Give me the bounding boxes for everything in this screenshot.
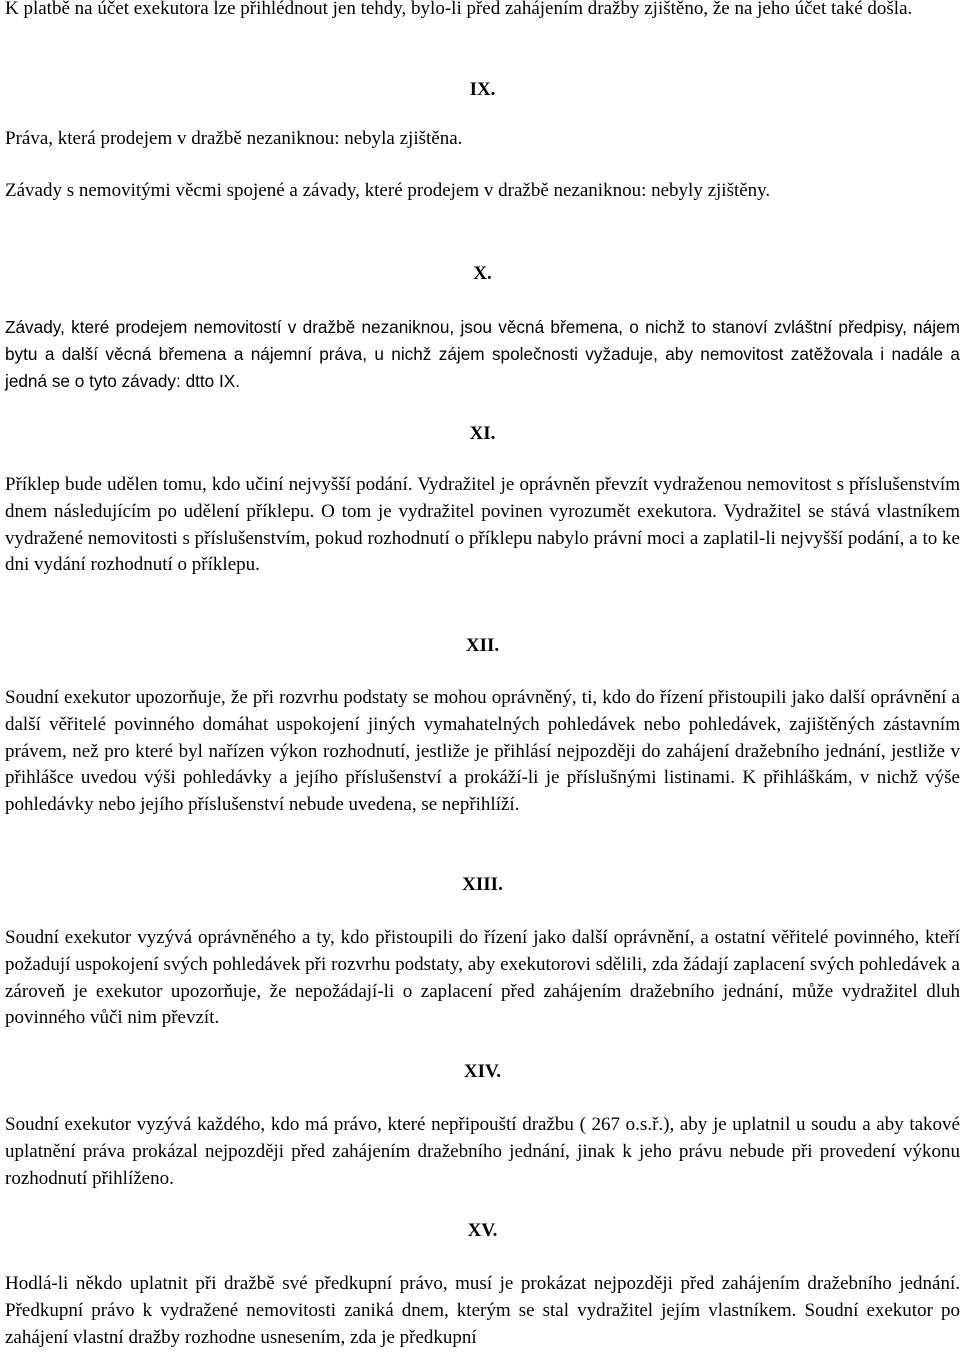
paragraph-payment-note: K platbě na účet exekutora lze přihlédnout jen tehdy, bylo-li před zahájením dražby zjištěno, že na jeho účet také došla. (5, 0, 913, 19)
paragraph-preemption-right: Hodlá-li někdo uplatnit při dražbě své předkupní právo, musí je prokázat nejpozději před zahájením dražebního jednání. Předkupní právo k vydražené nemovitosti zaniká dnem, kterým se stal vydražitel jejím vlastníkem. Soudní exekutor po zahájení vlastní dražby rozhodne usnesením, zda je předkupní (5, 1273, 960, 1348)
section-heading-xiv: XIV. (463, 1061, 502, 1082)
section-heading-xii: XII. (465, 635, 500, 656)
section-heading-xiii: XIII. (462, 874, 503, 895)
paragraph-claims-notice: Soudní exekutor upozorňuje, že při rozvrhu podstaty se mohou oprávněný, ti, kdo do řízení přistoupili jako další oprávnění a další věřitelé povinného domáhat uspokojení jiných vymahatelných pohledávek nebo pohledávek, zajištěných zástavním právem, než pro které byl nařízen výkon rozhodnutí, jestliže je přihlásí nejpozději do zahájení dražebního jednání, jestliže v přihlášce uvedou výši pohledávky a jejího příslušenství a prokáží-li je příslušnými listinami. K přihláškám, v nichž výše pohledávky nebo jejího příslušenství nebude uvedena, se nepřihlíží. (5, 687, 960, 816)
section-heading-x: X. (473, 263, 492, 284)
section-heading-xv: XV. (467, 1220, 498, 1241)
paragraph-defects: Závady s nemovitými věcmi spojené a závady, které prodejem v dražbě nezaniknou: nebyly zjištěny. (5, 180, 771, 201)
paragraph-creditors-call: Soudní exekutor vyzývá oprávněného a ty, kdo přistoupili do řízení jako další oprávnění, a ostatní věřitelé povinného, kteří požadují uspokojení svých pohledávek při rozvrhu podstaty, aby exekutorovi sdělili, zda žádají zaplacení svých pohledávek a zároveň je exekutor upozorňuje, že nepožádají-li o zaplacení před zahájením dražebního jednání, může vydražitel dluh povinného vůči nim převzít. (5, 927, 960, 1029)
section-heading-xi: XI. (469, 423, 496, 444)
paragraph-rights: Práva, která prodejem v dražbě nezaniknou: nebyla zjištěna. (5, 128, 463, 149)
section-heading-ix: IX. (469, 79, 496, 100)
paragraph-defects-remaining: Závady, které prodejem nemovitostí v dražbě nezaniknou, jsou věcná břemena, o nichž to stanoví zvláštní předpisy, nájem bytu a další věcná břemena a nájemní práva, u nichž zájem společnosti vyžaduje, aby nemovitost zatěžovala i nadále a jedná se o tyto závady: dtto IX. (5, 317, 960, 391)
paragraph-knockdown: Příklep bude udělen tomu, kdo učiní nejvyšší podání. Vydražitel je oprávněn převzít vydraženou nemovitost s příslušenstvím dnem následujícím po udělení příklepu. O tom je vydražitel povinen vyrozumět exekutora. Vydražitel se stává vlastníkem vydražené nemovitosti s příslušenstvím, pokud rozhodnutí o příklepu nabylo právní moci a zaplatil-li nejvyšší podání, a to ke dni vydání rozhodnutí o příklepu. (5, 474, 960, 576)
paragraph-objection-rights: Soudní exekutor vyzývá každého, kdo má právo, které nepřipouští dražbu ( 267 o.s.ř.), aby je uplatnil u soudu a aby takové uplatnění práva prokázal nejpozději před zahájením dražebního jednání, jinak k jeho právu nebude při provedení výkonu rozhodnutí přihlíženo. (5, 1114, 960, 1189)
